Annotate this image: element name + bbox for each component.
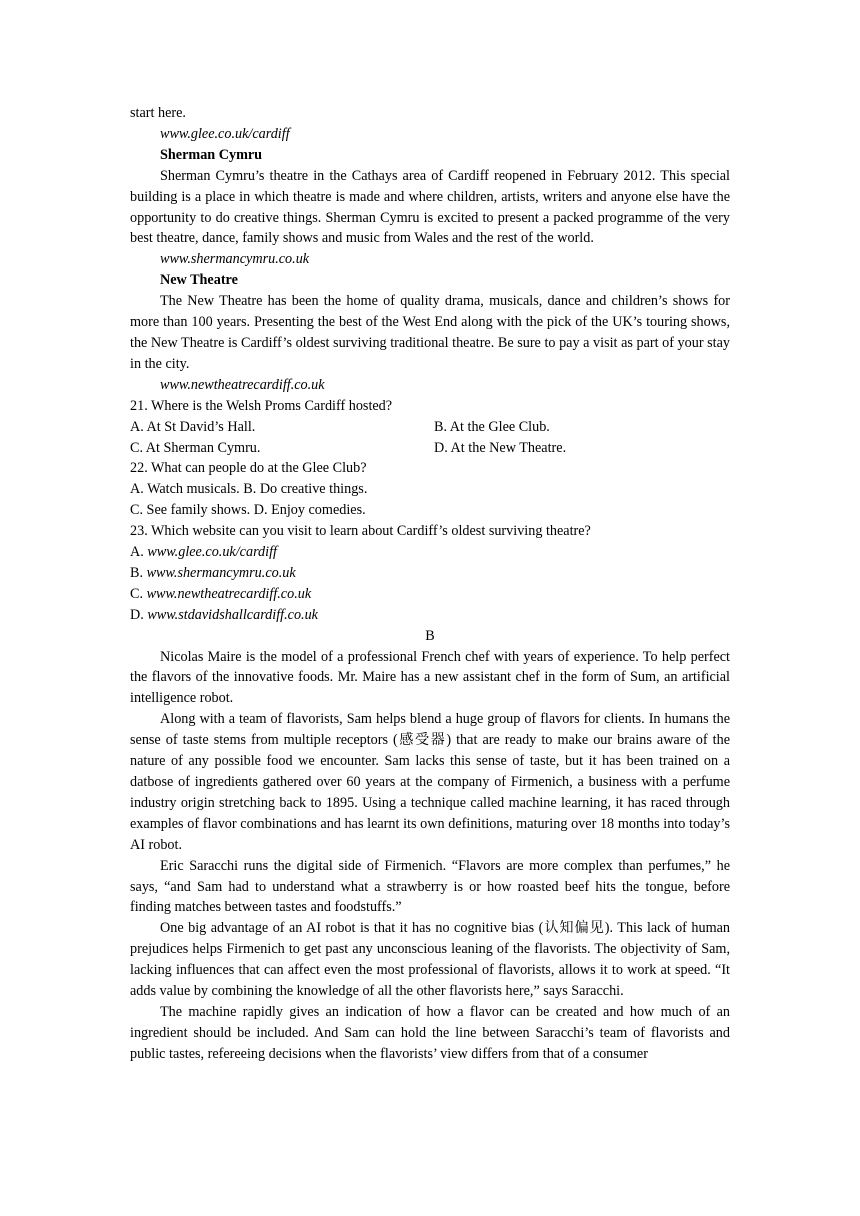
option-url: www.stdavidshallcardiff.co.uk [147, 606, 318, 623]
document-content [130, 103, 730, 1065]
question-23-option-b [130, 563, 730, 584]
new-theatre-paragraph: The New Theatre has been the home of quality drama, musicals, dance and children’s shows for more than 100 years. Presenting the best of the West End along with the pick of the UK’s touring shows, the New Theatre is Cardiff’s oldest surviving traditional theatre. Be sure to pay a visit as part of your stay in the city. [130, 293, 730, 372]
option-url: www.newtheatrecardiff.co.uk [146, 585, 312, 602]
section-b-paragraph: Along with a team of flavorists, Sam helps blend a huge group of flavors for clients. In humans the sense of taste stems from multiple receptors (感受器) that are ready to make our brains aware of the nature of any possible food we encounter. Sam lacks this sense of taste, but it has been trained on a datbose of ingredients gathered over 60 years at the company of Firmenich, a business with a perfume industry origin stretching back to 1895. Using a technique called machine learning, it has raced through examples of flavor combinations and has learnt its own definitions, maturing over 18 months into today’s AI robot. [130, 711, 730, 853]
option-letter: D. [130, 606, 148, 623]
sherman-paragraph: Sherman Cymru’s theatre in the Cathays area of Cardiff reopened in February 2012. This special building is a place in which theatre is made and where children, artists, writers and anyone else have the opportunity to do creative things. Sherman Cymru is excited to present a packed programme of the very best theatre, dance, family shows and music from Wales and the rest of the world. [130, 167, 730, 247]
question-23-option-c [130, 584, 730, 605]
section-b-paragraph: One big advantage of an AI robot is that it has no cognitive bias (认知偏见). This lack of human prejudices helps Firmenich to get past any unconscious leaning of the flavorists. The objectivity of Sam, lacking influences that can affect even the most professional of flavorists, allows it to work at speed. “It adds value by combining the knowledge of all the other flavorists here,” says Saracchi. [130, 920, 730, 1000]
sherman-heading: Sherman Cymru [160, 146, 263, 163]
option-letter: B. [130, 564, 147, 581]
sherman-url: www.shermancymru.co.uk [160, 251, 310, 268]
question-23-option-a [130, 542, 730, 563]
question-23-stem: 23. Which website can you visit to learn about Cardiff’s oldest surviving theatre? [130, 523, 591, 540]
section-b-paragraph: The machine rapidly gives an indication of how a flavor can be created and how much of an ingredient should be included. And Sam can hold the line between Saracchi’s team of flavorists and public tastes, refereeing decisions when the flavorists’ view differs from that of a consumer [130, 1003, 730, 1062]
question-23-option-d [130, 605, 730, 626]
option-a: A. At St David’s Hall. [130, 418, 256, 435]
question-22-options-cd: C. See family shows. D. Enjoy comedies. [130, 502, 366, 519]
option-c: C. At Sherman Cymru. [130, 439, 261, 456]
new-theatre-url: www.newtheatrecardiff.co.uk [160, 376, 325, 393]
option-letter: C. [130, 585, 147, 602]
option-url: www.shermancymru.co.uk [146, 564, 296, 581]
section-b-paragraph: Eric Saracchi runs the digital side of Firmenich. “Flavors are more complex than perfumes,” he says, “and Sam had to understand what a strawberry is or how roasted beef hits the tongue, before finding matches between tastes and foodstuffs.” [130, 857, 730, 916]
text-fragment: start here. [130, 105, 186, 121]
option-letter: A. [130, 544, 148, 561]
question-21-options-row-2 [130, 438, 730, 459]
question-21-stem: 21. Where is the Welsh Proms Cardiff hosted? [130, 397, 393, 414]
new-theatre-heading: New Theatre [160, 272, 238, 289]
option-d: D. At the New Theatre. [434, 439, 567, 456]
glee-url: www.glee.co.uk/cardiff [160, 125, 290, 142]
section-b-heading: B [425, 627, 435, 644]
question-21-options-row-1 [130, 417, 730, 438]
question-22-options-ab: A. Watch musicals. B. Do creative things. [130, 481, 368, 498]
option-b: B. At the Glee Club. [434, 418, 550, 435]
question-22-stem: 22. What can people do at the Glee Club? [130, 460, 367, 477]
section-b-paragraph: Nicolas Maire is the model of a professional French chef with years of experience. To help perfect the flavors of the innovative foods. Mr. Maire has a new assistant chef in the form of Sum, an artificial intelligence robot. [130, 648, 730, 707]
option-url: www.glee.co.uk/cardiff [147, 544, 277, 561]
